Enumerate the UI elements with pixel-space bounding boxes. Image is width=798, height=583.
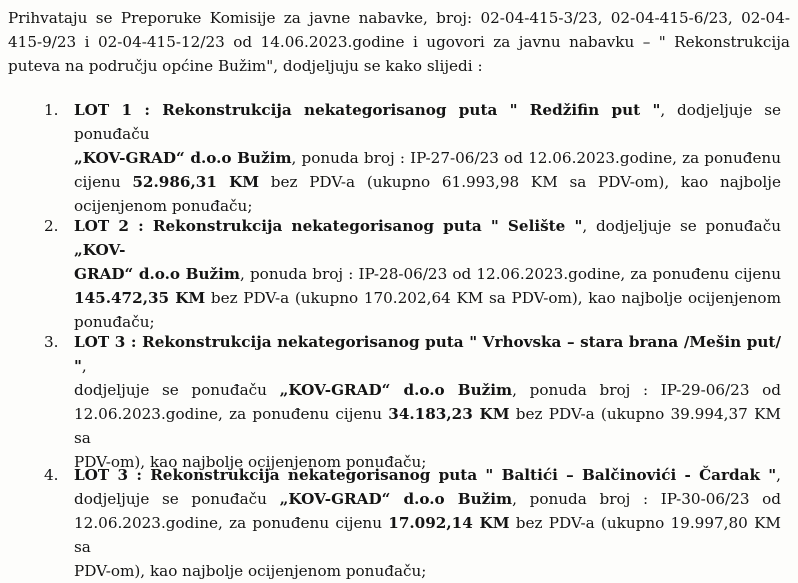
text: , dodjeljuje se ponuđaču [74,101,781,143]
bold-amount: 145.472,35 KM [74,289,206,307]
text: dodjeljuje se ponuđaču [74,381,280,399]
item-line [74,330,781,378]
text: bez PDV-a (ukupno 39.994,37 KM sa [74,405,781,447]
text: PDV-om), kao najbolje ocijenjenom ponuđaču; [74,562,427,580]
item-line [74,463,781,487]
list-item-body [74,330,781,474]
text: , ponuda broj : IP-27-06/23 od 12.06.2023.godine, za ponuđenu [291,149,781,167]
text: 12.06.2023.godine, za ponuđenu cijenu [74,405,389,423]
item-line [74,170,781,194]
bold-text: LOT 3 : Rekonstrukcija nekategorisanog puta " Vrhovska – stara brana /Mešin put/ " [74,333,781,375]
bold-text: LOT 2 : Rekonstrukcija nekategorisanog puta " Selište " [74,217,583,235]
item-line [74,559,781,583]
bold-amount: 17.092,14 KM [388,514,510,532]
text: , dodjeljuje se ponuđaču [582,217,781,235]
text: , ponuda broj : IP-30-06/23 od [512,490,782,508]
text: dodjeljuje se ponuđaču [74,490,280,508]
item-line [74,378,781,402]
list-item-body [74,463,781,583]
bold-text: LOT 1 : Rekonstrukcija nekategorisanog puta " Redžifin put " [74,101,661,119]
item-line [74,511,781,559]
list-item-number: 3. [44,333,59,351]
bold-text: LOT 3 : Rekonstrukcija nekategorisanog puta " Baltići – Balčinovići - Čardak " [74,466,777,484]
item-line [74,98,781,146]
intro-paragraph [8,6,790,78]
intro-line: 415-9/23 i 02-04-415-12/23 od 14.06.2023.godine i ugovori za javnu nabavku – " Rekonstrukcija [8,33,790,51]
text: bez PDV-a (ukupno 19.997,80 KM sa [74,514,781,556]
text: , ponuda broj : IP-29-06/23 od [512,381,782,399]
item-line [74,146,781,170]
intro-line: puteva na području općine Bužim", dodjeljuju se kako slijedi : [8,57,483,75]
text: ocijenjenom ponuđaču; [74,197,253,215]
bold-amount: 52.986,31 KM [132,173,260,191]
bold-text: „KOV-GRAD“ d.o.o Bužim [279,490,513,508]
item-line [74,402,781,450]
text: bez PDV-a (ukupno 61.993,98 KM sa PDV-om), kao najbolje [259,173,781,191]
bold-text: „KOV-GRAD“ d.o.o Bužim [74,149,292,167]
text: ponuđaču; [74,313,155,331]
bold-text: „KOV- [74,241,126,259]
text: 12.06.2023.godine, za ponuđenu cijenu [74,514,389,532]
bold-text: „KOV-GRAD“ d.o.o Bužim [279,381,513,399]
bold-amount: 34.183,23 KM [388,405,510,423]
list-item-body [74,98,781,218]
bold-text: GRAD“ d.o.o Bužim [74,265,240,283]
list-item-number: 4. [44,466,59,484]
item-line [74,262,781,286]
text: cijenu [74,173,133,191]
text: PDV-om), kao najbolje ocijenjenom ponuđaču; [74,453,427,471]
list-item-body [74,214,781,334]
list-item-number: 1. [44,101,59,119]
item-line [74,487,781,511]
text: bez PDV-a (ukupno 170.202,64 KM sa PDV-om), kao najbolje ocijenjenom [205,289,781,307]
text: , [776,466,781,484]
text: , [81,357,87,375]
intro-line: Prihvataju se Preporuke Komisije za javne nabavke, broj: 02-04-415-3/23, 02-04-415-6/23, 02-04- [8,9,790,27]
list-item-number: 2. [44,217,59,235]
item-line [74,214,781,262]
item-line [74,286,781,310]
text: , ponuda broj : IP-28-06/23 od 12.06.2023.godine, za ponuđenu cijenu [240,265,781,283]
